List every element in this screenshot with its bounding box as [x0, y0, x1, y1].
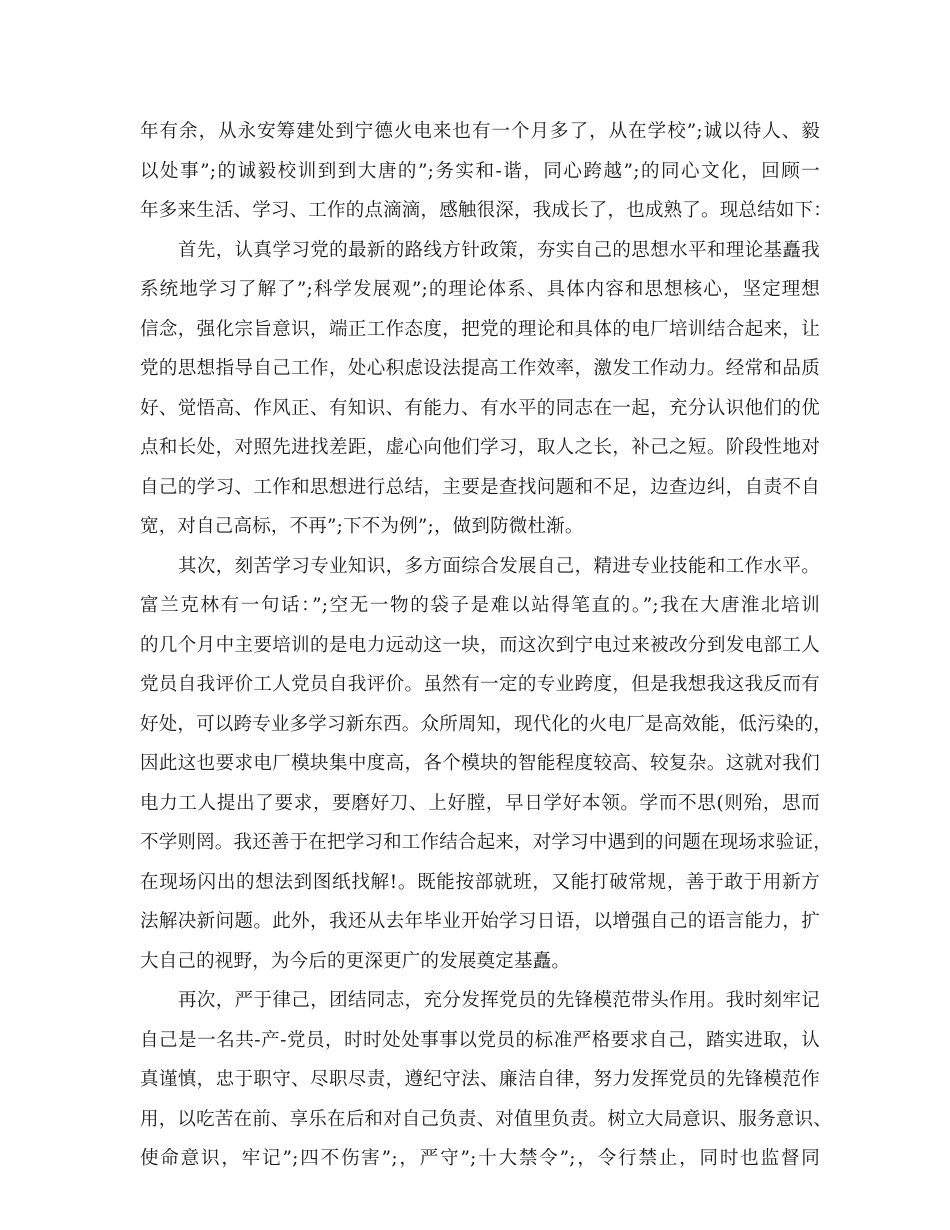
text-line: 年多来生活、学习、工作的点滴滴，感触很深，我成长了，也成熟了。现总结如下： — [140, 200, 832, 221]
text-line: 其次，刻苦学习专业知识，多方面综合发展自己，精进专业技能和工作水平。 — [178, 555, 820, 577]
text-line: 信念，强化宗旨意识，端正工作态度，把党的理论和具体的电厂培训结合起来，让 — [140, 318, 820, 340]
text-line: 好处，可以跨专业多学习新东西。众所周知，现代化的火电厂是高效能，低污染的， — [140, 713, 832, 735]
text-line: 不学则罔。我还善于在把学习和工作结合起来，对学习中遇到的问题在现场求验证， — [140, 832, 832, 853]
text-line: 法解决新问题。此外，我还从去年毕业开始学习日语，以增强自己的语言能力，扩 — [140, 911, 820, 932]
paragraph-1 — [140, 112, 832, 231]
text-line: 用，以吃苦在前、享乐在后和对自己负责、对值里负责。树立大局意识、服务意识、 — [140, 1108, 832, 1130]
text-line: 富兰克林有一句话：”;空无一物的袋子是难以站得笔直的。”;我在大唐淮北培训 — [140, 595, 820, 616]
text-line: 宽，对自己高标，不再”;下不为例”;，做到防微杜渐。 — [140, 516, 584, 537]
text-line: 因此这也要求电厂模块集中度高，各个模块的智能程度较高、较复杂。这就对我们 — [140, 753, 820, 774]
paragraph-4 — [140, 981, 832, 1179]
text-line: 首先，认真学习党的最新的路线方针政策，夯实自己的思想水平和理论基矗我 — [178, 239, 820, 261]
text-line: 的几个月中主要培训的是电力远动这一块，而这次到宁电过来被改分到发电部工人 — [140, 634, 820, 656]
text-line: 真谨慎，忠于职守、尽职尽责，遵纪守法、廉洁自律，努力发挥党员的先锋模范作 — [140, 1069, 820, 1090]
text-line: 再次，严于律己，团结同志，充分发挥党员的先锋模范带头作用。我时刻牢记 — [178, 990, 820, 1011]
paragraph-3 — [140, 547, 832, 982]
text-line: 年有余，从永安筹建处到宁德火电来也有一个月多了，从在学校”;诚以待人、毅 — [140, 121, 820, 142]
text-line: 党员自我评价工人党员自我评价。虽然有一定的专业跨度，但是我想我这我反而有 — [140, 674, 820, 695]
text-line: 系统地学习了解了”;科学发展观”;的理论体系、具体内容和思想核心，坚定理想 — [140, 279, 820, 300]
text-line: 好、觉悟高、作风正、有知识、有能力、有水平的同志在一起，充分认识他们的优 — [140, 397, 820, 419]
text-line: 自己的学习、工作和思想进行总结，主要是查找问题和不足，边查边纠，自责不自 — [140, 476, 820, 498]
text-line: 党的思想指导自己工作，处心积虑设法提高工作效率，激发工作动力。经常和品质 — [140, 358, 820, 379]
text-line: 使命意识，牢记”;四不伤害”;，严守”;十大禁令”;，令行禁止，同时也监督同 — [140, 1148, 820, 1169]
text-line: 以处事”;的诚毅校训到到大唐的”;务实和-谐，同心跨越”;的同心文化，回顾一 — [140, 160, 820, 182]
text-line: 点和长处，对照先进找差距，虚心向他们学习，取人之长，补己之短。阶段性地对 — [140, 437, 820, 458]
text-line: 电力工人提出了要求，要磨好刀、上好膛，早日学好本领。学而不思(则殆，思而 — [140, 792, 820, 814]
paragraph-2 — [140, 231, 820, 547]
document-body — [140, 112, 832, 1179]
text-line: 自己是一名共-产-党员，时时处处事事以党员的标准严格要求自己，踏实进取，认 — [140, 1029, 820, 1051]
text-line: 在现场闪出的想法到图纸找解!。既能按部就班，又能打破常规，善于敢于用新方 — [140, 871, 820, 893]
text-line: 大自己的视野，为今后的更深更广的发展奠定基矗。 — [140, 950, 571, 972]
